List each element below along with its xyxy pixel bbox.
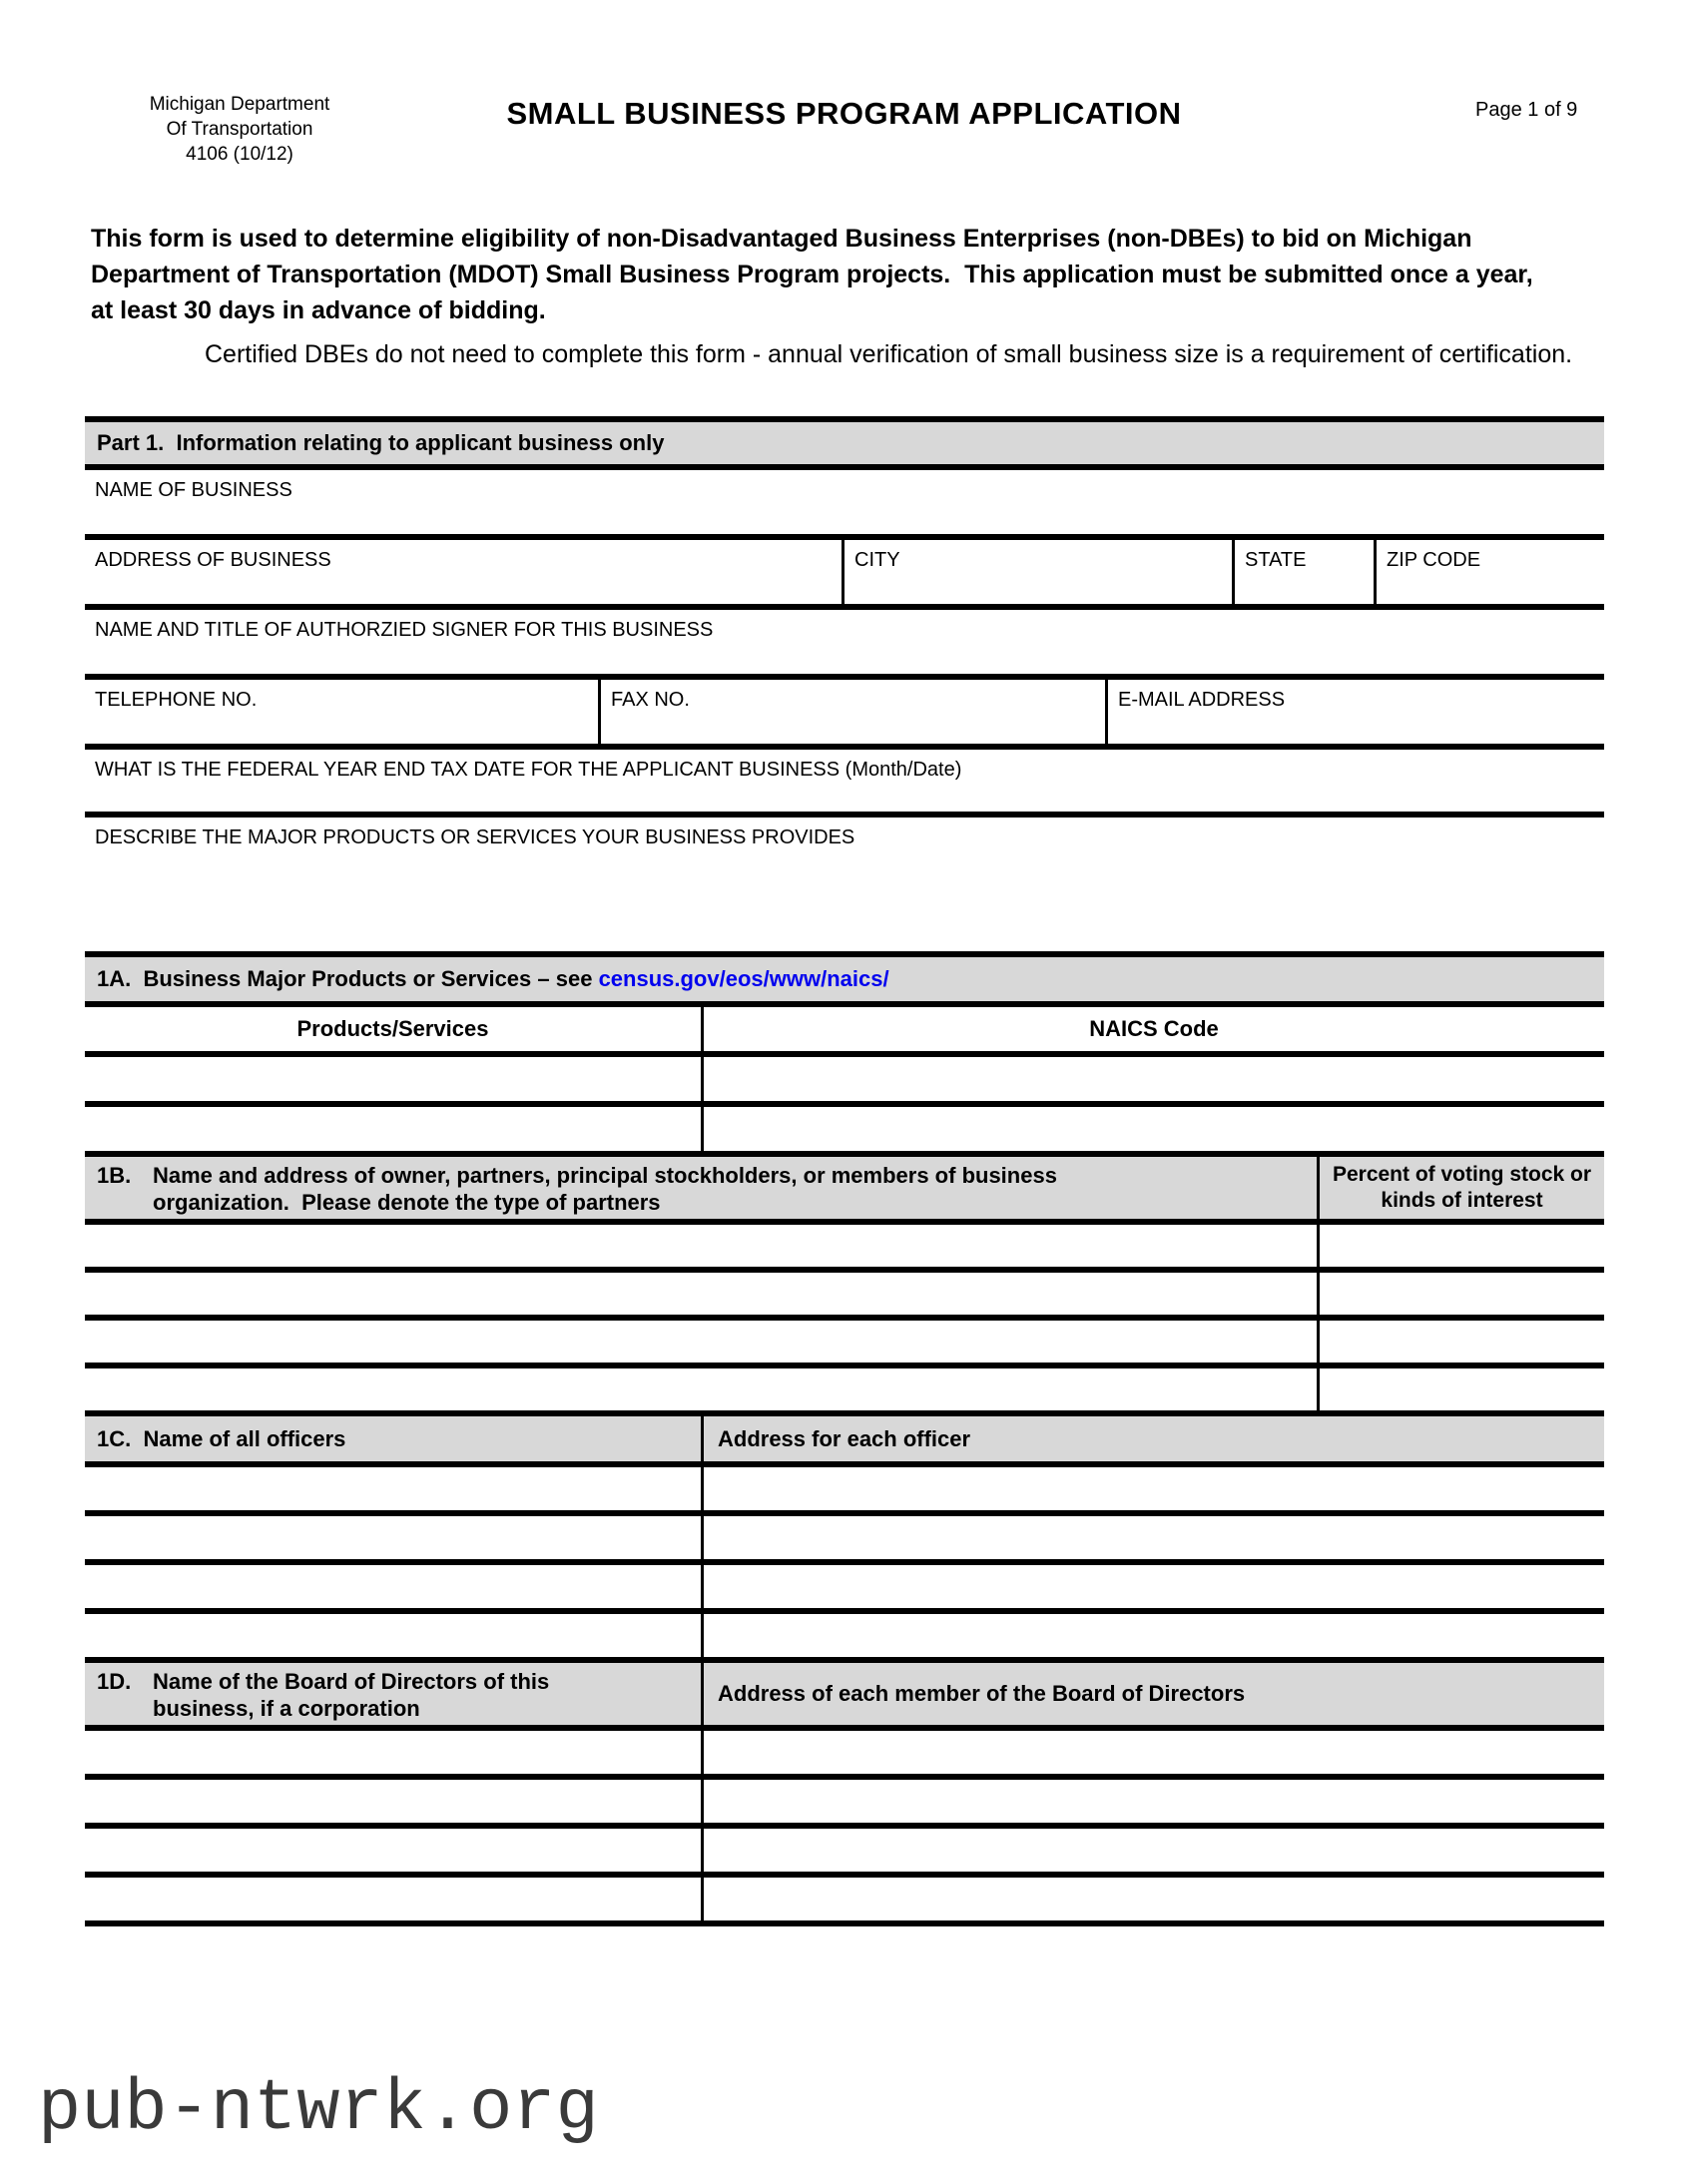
fax-label: FAX NO. (611, 689, 690, 711)
section-1b-number: 1B. (97, 1163, 132, 1188)
section-1b-row (85, 1267, 1604, 1315)
address-of-business-label: ADDRESS OF BUSINESS (95, 549, 331, 571)
products-services-input-cell[interactable] (85, 1107, 701, 1151)
section-1b-header-band (85, 1151, 1604, 1219)
products-services-input-cell[interactable] (85, 1057, 701, 1101)
section-1c-row (85, 1461, 1604, 1510)
email-field[interactable] (1105, 680, 1604, 744)
owner-name-address-input-cell[interactable] (85, 1368, 1317, 1410)
board-member-name-input-cell[interactable] (85, 1829, 701, 1872)
section-1d-row (85, 1823, 1604, 1872)
section-1d-row (85, 1725, 1604, 1774)
section-1b-row (85, 1363, 1604, 1410)
telephone-field[interactable] (85, 680, 598, 744)
section-1d-right-header-cell (701, 1663, 1604, 1725)
watermark: pub-ntwrk.org (38, 2068, 599, 2150)
state-field[interactable] (1232, 540, 1374, 604)
percent-voting-stock-input-cell[interactable] (1317, 1368, 1604, 1410)
section-1b-row (85, 1315, 1604, 1363)
document-title: SMALL BUSINESS PROGRAM APPLICATION (506, 96, 1182, 131)
tax-date-label: WHAT IS THE FEDERAL YEAR END TAX DATE FOR THE APPLICANT BUSINESS (Month/Date) (95, 759, 962, 781)
section-1a-title (85, 957, 1604, 1001)
board-member-name-input-cell[interactable] (85, 1878, 701, 1920)
section-1b-row (85, 1219, 1604, 1267)
tax-date-field[interactable] (85, 744, 1604, 812)
describe-products-field[interactable] (85, 812, 1604, 951)
section-1c-row (85, 1559, 1604, 1608)
name-of-business-label: NAME OF BUSINESS (95, 479, 292, 501)
section-1a-row (85, 1101, 1604, 1151)
section-1c-header-band (85, 1410, 1604, 1461)
section-1d-row (85, 1872, 1604, 1920)
address-row (85, 534, 1604, 604)
officer-name-input-cell[interactable] (85, 1467, 701, 1510)
dbe-note-paragraph: Certified DBEs do not need to complete this form - annual verification of small business size is a requirement of certification. (205, 340, 1573, 368)
state-label: STATE (1245, 549, 1307, 571)
form-number: 4106 (10/12) (186, 144, 293, 165)
officer-name-input-cell[interactable] (85, 1516, 701, 1559)
section-1b-right-header-cell (1317, 1157, 1604, 1219)
section-1d-number: 1D. (97, 1669, 132, 1694)
section-1a-title-text: 1A. Business Major Products or Services – see (97, 966, 599, 991)
naics-code-input-cell[interactable] (701, 1107, 1604, 1151)
officer-name-input-cell[interactable] (85, 1614, 701, 1657)
board-member-address-header: Address of each member of the Board of Directors (718, 1681, 1246, 1706)
address-of-business-field[interactable] (85, 540, 842, 604)
part1-header-band (85, 416, 1604, 464)
section-1d-title-cell (85, 1663, 701, 1725)
officer-address-input-cell[interactable] (701, 1614, 1604, 1657)
owner-name-address-input-cell[interactable] (85, 1225, 1317, 1267)
section-1c-title: 1C. Name of all officers (97, 1425, 346, 1451)
agency-line-1: Michigan Department (149, 94, 330, 115)
owner-name-address-input-cell[interactable] (85, 1321, 1317, 1363)
part1-title: Part 1. Information relating to applicant business only (97, 430, 665, 455)
city-field[interactable] (842, 540, 1232, 604)
section-1c-row (85, 1510, 1604, 1559)
contact-row (85, 674, 1604, 744)
fax-field[interactable] (598, 680, 1105, 744)
section-1c-right-header-cell (701, 1416, 1604, 1461)
board-member-address-input-cell[interactable] (701, 1780, 1604, 1823)
authorized-signer-label: NAME AND TITLE OF AUTHORZIED SIGNER FOR THIS BUSINESS (95, 619, 714, 641)
products-services-column-header: Products/Services (296, 1016, 489, 1041)
section-1c-row (85, 1608, 1604, 1657)
officer-address-header: Address for each officer (718, 1425, 971, 1451)
section-1a-column-header-row (85, 1001, 1604, 1051)
section-1b-title: Name and address of owner, partners, principal stockholders, or members of business organization. Please denote the type of partners (153, 1163, 1057, 1215)
authorized-signer-field[interactable] (85, 604, 1604, 674)
eligibility-paragraph: This form is used to determine eligibility of non-Disadvantaged Business Enterprises (non-DBEs) to bid on Michigan Department of Transportation (MDOT) Small Business Program projects. This application must be submitted once a year, at least 30 days in advance of bidding. (91, 225, 1540, 324)
officer-address-input-cell[interactable] (701, 1467, 1604, 1510)
zip-code-field[interactable] (1374, 540, 1604, 604)
name-of-business-field[interactable] (85, 464, 1604, 534)
application-form (85, 416, 1604, 1926)
officer-name-input-cell[interactable] (85, 1565, 701, 1608)
section-1a-row (85, 1051, 1604, 1101)
board-member-name-input-cell[interactable] (85, 1780, 701, 1823)
board-member-address-input-cell[interactable] (701, 1731, 1604, 1774)
naics-code-input-cell[interactable] (701, 1057, 1604, 1101)
naics-link[interactable]: census.gov/eos/www/naics/ (598, 966, 889, 991)
page-indicator: Page 1 of 9 (1475, 99, 1578, 121)
officer-address-input-cell[interactable] (701, 1516, 1604, 1559)
percent-voting-stock-input-cell[interactable] (1317, 1321, 1604, 1363)
officer-address-input-cell[interactable] (701, 1565, 1604, 1608)
board-member-address-input-cell[interactable] (701, 1829, 1604, 1872)
percent-voting-stock-input-cell[interactable] (1317, 1225, 1604, 1267)
email-label: E-MAIL ADDRESS (1118, 689, 1286, 711)
section-1a-header-band (85, 951, 1604, 1001)
section-1b-title-cell (85, 1157, 1317, 1219)
section-1d-title: Name of the Board of Directors of this business, if a corporation (153, 1669, 550, 1721)
owner-name-address-input-cell[interactable] (85, 1273, 1317, 1315)
board-member-name-input-cell[interactable] (85, 1731, 701, 1774)
percent-voting-stock-input-cell[interactable] (1317, 1273, 1604, 1315)
agency-line-2: Of Transportation (166, 119, 313, 140)
percent-voting-stock-header: Percent of voting stock or kinds of interest (1332, 1163, 1592, 1212)
board-member-address-input-cell[interactable] (701, 1878, 1604, 1920)
city-label: CITY (854, 549, 900, 571)
naics-code-column-header: NAICS Code (701, 1007, 1604, 1051)
telephone-label: TELEPHONE NO. (95, 689, 258, 711)
zip-code-label: ZIP CODE (1387, 549, 1481, 571)
section-1d-row (85, 1774, 1604, 1823)
section-1d-header-band (85, 1657, 1604, 1725)
section-1c-title-cell (85, 1416, 701, 1461)
describe-products-label: DESCRIBE THE MAJOR PRODUCTS OR SERVICES YOUR BUSINESS PROVIDES (95, 826, 855, 848)
